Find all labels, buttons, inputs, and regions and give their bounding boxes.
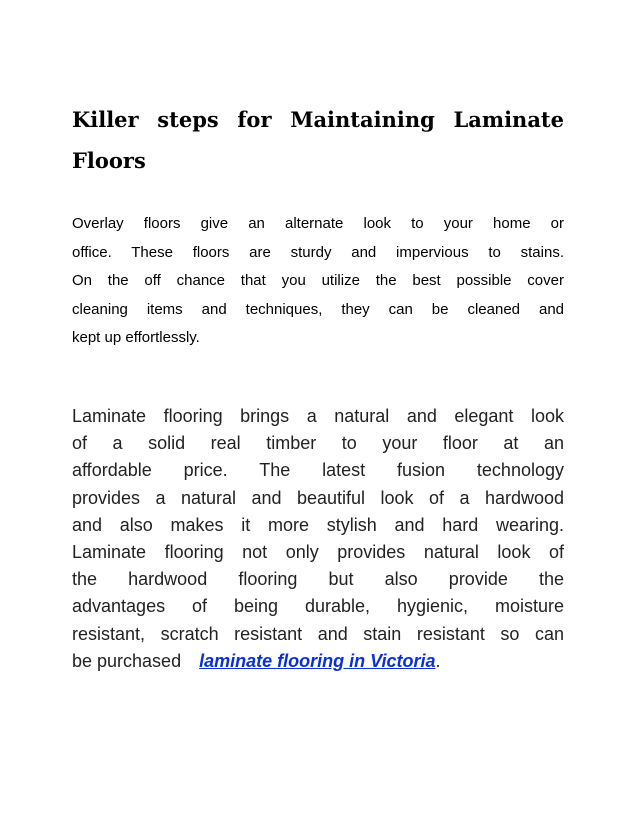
intro-line: office. These floors are sturdy and impervious to stains. — [72, 243, 564, 261]
body-line: advantages of being durable, hygienic, moisture — [72, 596, 564, 617]
body-line: affordable price. The latest fusion technology — [72, 460, 564, 481]
body-line: provides a natural and beautiful look of a hardwood — [72, 487, 564, 508]
intro-line: kept up effortlessly. — [72, 329, 200, 346]
body-line: resistant, scratch resistant and stain resistant so can — [72, 623, 564, 644]
body-line: and also makes it more stylish and hard wearing. — [72, 514, 564, 535]
body-line: Laminate flooring not only provides natural look of — [72, 542, 564, 563]
intro-line: cleaning items and techniques, they can be cleaned and — [72, 300, 564, 318]
intro-line: Overlay floors give an alternate look to your home or — [72, 215, 564, 232]
body-last-line — [72, 648, 564, 675]
last-line-suffix: . — [435, 650, 441, 671]
intro-paragraph — [72, 210, 564, 353]
body-line: of a solid real timber to your floor at an — [72, 433, 564, 454]
body-line: the hardwood flooring but also provide the — [72, 569, 564, 590]
body-paragraph — [72, 403, 564, 675]
intro-line: On the off chance that you utilize the best possible cover — [72, 272, 564, 289]
body-line: Laminate flooring brings a natural and elegant look — [72, 406, 564, 426]
laminate-flooring-link[interactable]: laminate flooring in Victoria — [199, 650, 436, 671]
last-line-prefix: be purchased — [72, 650, 182, 671]
page-title: Killer steps for Maintaining Laminate Floors — [72, 107, 564, 173]
